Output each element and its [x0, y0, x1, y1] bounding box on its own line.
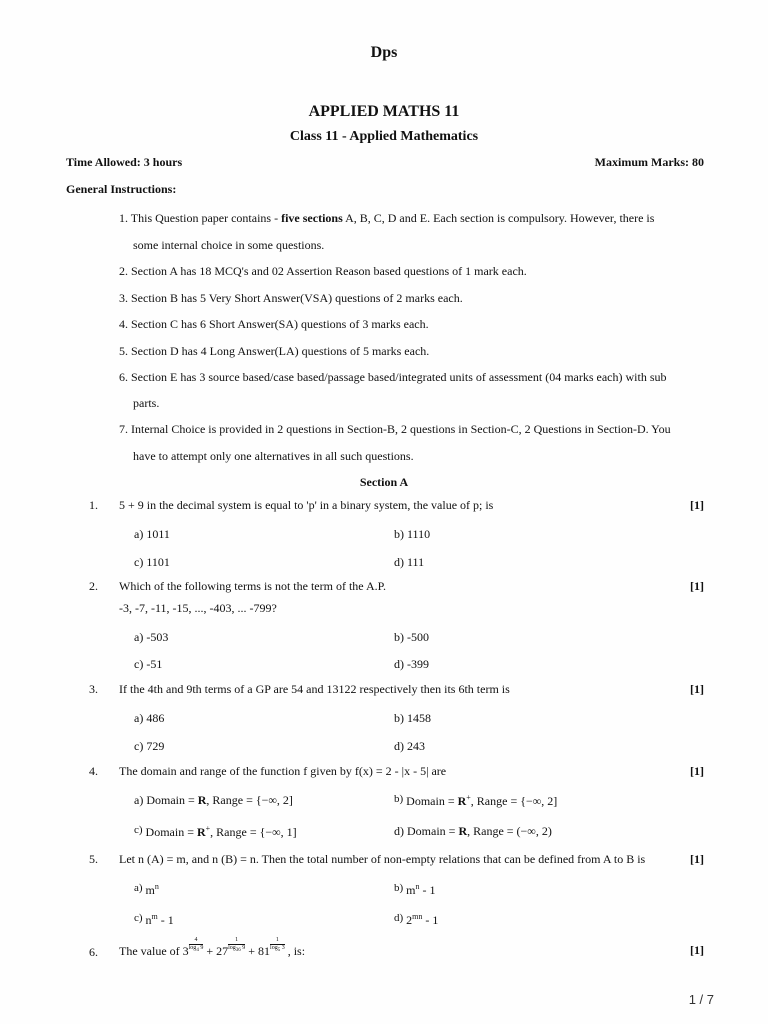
expr-text: + 27 [203, 944, 229, 958]
option-label: a) Domain = [134, 793, 198, 807]
question-text: If the 4th and 9th terms of a GP are 54 and 13122 respectively then its 6th term is [119, 682, 510, 696]
option-a [134, 793, 293, 808]
exponent-fraction [189, 937, 204, 954]
superscript: + [205, 824, 211, 833]
expr-text: , is: [284, 944, 306, 958]
option-b: b) 1110 [394, 527, 431, 541]
instruction-item: 4. Section C has 6 Short Answer(SA) questions of 3 marks each. [119, 317, 429, 331]
option-text: Domain = [142, 825, 197, 839]
instruction-continuation: some internal choice in some questions. [133, 238, 325, 252]
log-base: 4 [196, 948, 199, 954]
general-instructions-heading: General Instructions: [66, 182, 177, 196]
fraction-denominator: log [228, 945, 236, 951]
question-marks: [1] [690, 764, 704, 778]
question-marks: [1] [690, 498, 704, 512]
instruction-item: 7. Internal Choice is provided in 2 questions in Section-B, 2 questions in Section-C, 2 Questions in Section-D. You [119, 422, 671, 436]
option-label: b) [394, 882, 404, 894]
option-c: c) -51 [134, 657, 163, 671]
option-b [394, 882, 436, 898]
instruction-item: 5. Section D has 4 Long Answer(LA) questions of 5 marks each. [119, 344, 430, 358]
option-text: , Range = {−∞, 2] [206, 793, 293, 807]
option-c [134, 912, 174, 928]
exponent: mn [412, 912, 423, 921]
section-heading: Section A [359, 475, 409, 489]
question-number: 1. [89, 498, 98, 512]
question-number: 2. [89, 579, 98, 593]
fraction-denominator: log [188, 945, 197, 951]
exponent: n [154, 882, 159, 891]
option-text: , Range = {−∞, 2] [470, 794, 558, 808]
option-d [394, 912, 438, 928]
exponent-fraction [270, 937, 285, 954]
option-text: , Range = (−∞, 2) [467, 824, 552, 838]
fraction-denominator: log [270, 945, 278, 951]
question-marks: [1] [690, 682, 704, 696]
instruction-text: 1. This Question paper contains - [119, 211, 282, 225]
option-a [134, 882, 159, 898]
school-name: Dps [370, 44, 398, 61]
option-b [394, 793, 557, 809]
option-b: b) -500 [394, 630, 429, 644]
option-d [394, 824, 552, 839]
question-marks: [1] [690, 943, 704, 957]
instruction-bold-text: five sections [281, 211, 343, 225]
option-d: d) 111 [394, 555, 425, 569]
question-number: 6. [89, 945, 98, 959]
option-c [134, 824, 297, 840]
option-a: a) -503 [134, 630, 169, 644]
option-label: d) [394, 912, 404, 924]
option-text: - 1 [422, 913, 439, 927]
maximum-marks: Maximum Marks: 80 [594, 155, 704, 169]
exponent: m [151, 912, 158, 921]
time-allowed: Time Allowed: 3 hours [66, 155, 183, 169]
question-text: Which of the following terms is not the term of the A.P. [119, 579, 386, 593]
option-a: a) 1011 [134, 527, 170, 541]
option-c: c) 729 [134, 739, 165, 753]
exponent-fraction [228, 937, 245, 954]
question-text-line2: -3, -7, -11, -15, ..., -403, ... -799? [119, 601, 277, 615]
option-d: d) -399 [394, 657, 429, 671]
option-label: b) [394, 793, 404, 805]
question-marks: [1] [690, 579, 704, 593]
option-label: d) Domain = [394, 824, 459, 838]
paper-title: APPLIED MATHS 11 [308, 103, 460, 120]
option-base: 2 [403, 913, 413, 927]
instruction-item: 6. Section E has 3 source based/case based/passage based/integrated units of assessment (04 marks each) with sub [119, 370, 667, 384]
option-b: b) 1458 [394, 711, 431, 725]
option-label: c) [134, 824, 143, 836]
question-number: 4. [89, 764, 98, 778]
option-text: - 1 [419, 883, 436, 897]
fraction-numerator: 4 [189, 937, 204, 945]
option-text: Domain = [403, 794, 458, 808]
option-a: a) 486 [134, 711, 165, 725]
exponent: n [415, 882, 420, 891]
question-text: Let n (A) = m, and n (B) = n. Then the total number of non-empty relations that can be defined from A to B is [119, 852, 646, 866]
question-marks: [1] [690, 852, 704, 866]
set-symbol: R [457, 794, 467, 808]
option-c: c) 1101 [134, 555, 170, 569]
option-label: a) [134, 882, 143, 894]
log-argument: 9 [198, 945, 204, 951]
page-number: 1 / 7 [688, 992, 714, 1007]
paper-subtitle: Class 11 - Applied Mathematics [289, 129, 479, 144]
question-text: The domain and range of the function f given by f(x) = 2 - |x - 5| are [119, 764, 447, 778]
option-text: , Range = {−∞, 1] [210, 825, 297, 839]
log-base: 36 [235, 948, 241, 954]
expr-text: + 81 [245, 944, 271, 958]
option-base: m [403, 883, 416, 897]
question-text: 5 + 9 in the decimal system is equal to 'p' in a binary system, the value of p; is [119, 498, 494, 512]
option-label: c) [134, 912, 143, 924]
instruction-item: 2. Section A has 18 MCQ's and 02 Assertion Reason based questions of 1 mark each. [119, 264, 527, 278]
superscript: + [466, 793, 471, 802]
option-base: m [142, 883, 155, 897]
set-symbol: R [197, 793, 207, 807]
log-argument: 3 [280, 945, 285, 951]
expr-text: The value of 3 [119, 944, 189, 958]
question-number: 5. [89, 852, 98, 866]
set-symbol: R [196, 825, 206, 839]
fraction-numerator: 1 [270, 937, 285, 945]
option-base: n [142, 913, 152, 927]
instruction-continuation: have to attempt only one alternatives in all such questions. [133, 449, 414, 463]
instruction-item: 3. Section B has 5 Very Short Answer(VSA) questions of 2 marks each. [119, 291, 463, 305]
log-argument: 9 [240, 945, 246, 951]
instruction-item [119, 211, 654, 226]
set-symbol: R [458, 824, 468, 838]
log-base: 5 [277, 948, 281, 954]
instruction-continuation: parts. [133, 396, 160, 410]
option-d: d) 243 [394, 739, 425, 753]
question-number: 3. [89, 682, 98, 696]
option-text: - 1 [157, 913, 174, 927]
instruction-text: A, B, C, D and E. Each section is compulsory. However, there is [342, 211, 655, 225]
question-text [119, 937, 306, 958]
fraction-numerator: 1 [228, 937, 245, 945]
